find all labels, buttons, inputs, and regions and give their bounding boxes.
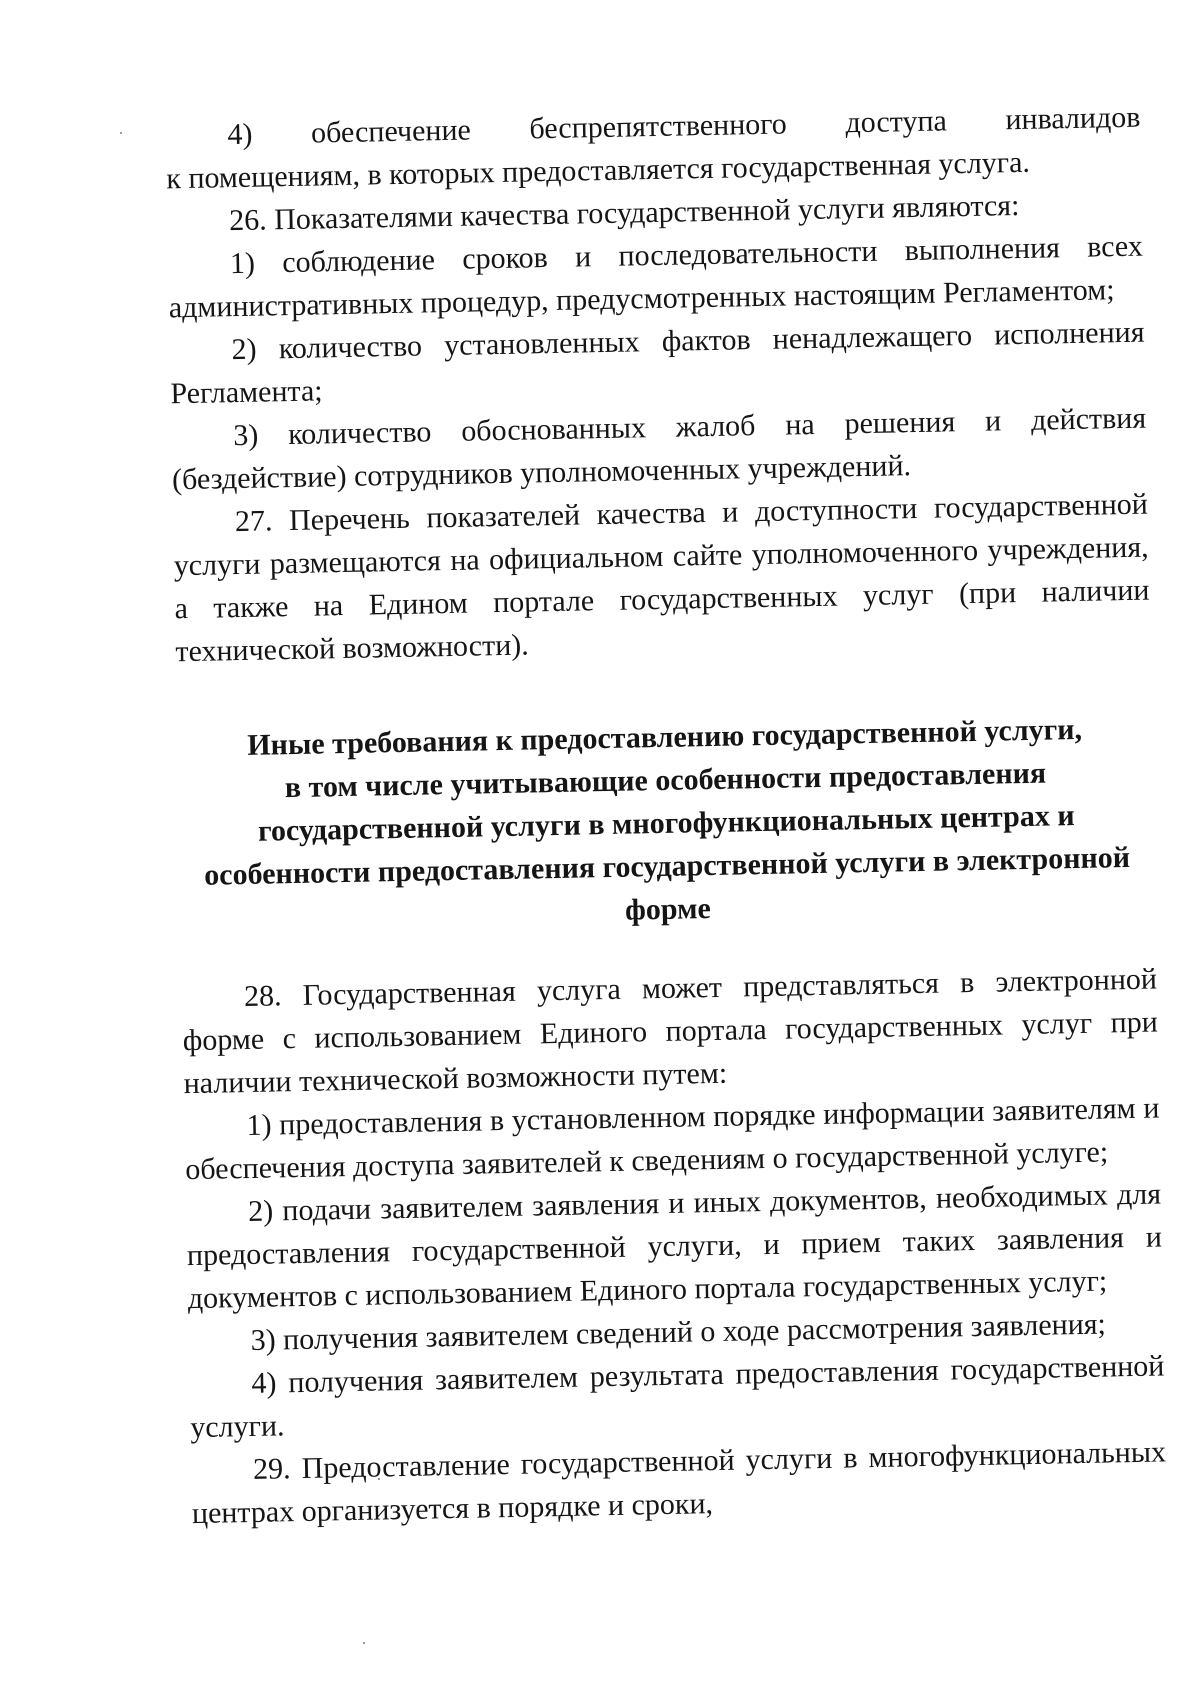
paragraph-26-item-1: 1) соблюдение сроков и последовательности выполнения всех административных процедур, предусмотренных настоящим Регламентом; xyxy=(168,229,1144,325)
paragraph-item-4-line-1: 4) обеспечение беспрепятственного доступа инвалидов xyxy=(227,100,1141,152)
paragraph-29: 29. Предоставление государственной услуги в многофункциональных центрах организуется в порядке и сроки, xyxy=(191,1435,1167,1531)
document-body xyxy=(165,96,1167,1535)
heading-line: особенности предоставления государственной услуги в электронной xyxy=(203,840,1131,892)
paragraph-28-item-1: 1) предоставления в установленном порядке информации заявителям и обеспечения доступа заявителей к сведениям о государственной услуге; xyxy=(185,1091,1160,1187)
paragraph-28-item-3: 3) получения заявителем сведений о ходе рассмотрения заявления; xyxy=(250,1307,1107,1357)
paragraph-item-4-line-2: к помещениям, в которых предоставляется государственная услуга. xyxy=(166,145,1031,196)
scan-speck xyxy=(120,132,122,134)
paragraph-26-item-2: 2) количество установленных фактов ненадлежащего исполнения Регламента; xyxy=(170,315,1145,411)
heading-line: форме xyxy=(624,892,712,927)
paragraph-28-item-4: 4) получения заявителем результата предоставления государственной услуги. xyxy=(189,1349,1165,1445)
scan-speck xyxy=(363,1642,365,1644)
paragraph-28: 28. Государственная услуга может представляться в электронной форме с использованием Единого портала государственных услуг при наличии технической возможности путем: xyxy=(182,962,1159,1101)
paragraph-26: 26. Показателями качества государственной услуги являются: xyxy=(228,188,1020,238)
heading-line: Иные требования к предоставлению государственной услуги, xyxy=(246,712,1083,762)
paragraph-28-item-2: 2) подачи заявителем заявления и иных документов, необходимых для предоставления государственной услуги, и прием таких заявления и документов с использованием Единого портала государственных услуг; xyxy=(186,1177,1163,1316)
paragraph-26-item-3: 3) количество обоснованных жалоб на решения и действия (бездействие) сотрудников уполномоченных учреждений. xyxy=(171,401,1147,497)
section-heading xyxy=(177,707,1156,941)
heading-line: государственной услуги в многофункциональных центрах и xyxy=(257,799,1075,848)
paragraph-27: 27. Перечень показателей качества и доступности государственной услуги размещаются на официальном сайте уполномоченного учреждения, а также на Едином портале государственных услуг (при наличии технической возможности). xyxy=(173,487,1150,669)
heading-line: в том числе учитывающие особенности предоставления xyxy=(284,756,1047,805)
